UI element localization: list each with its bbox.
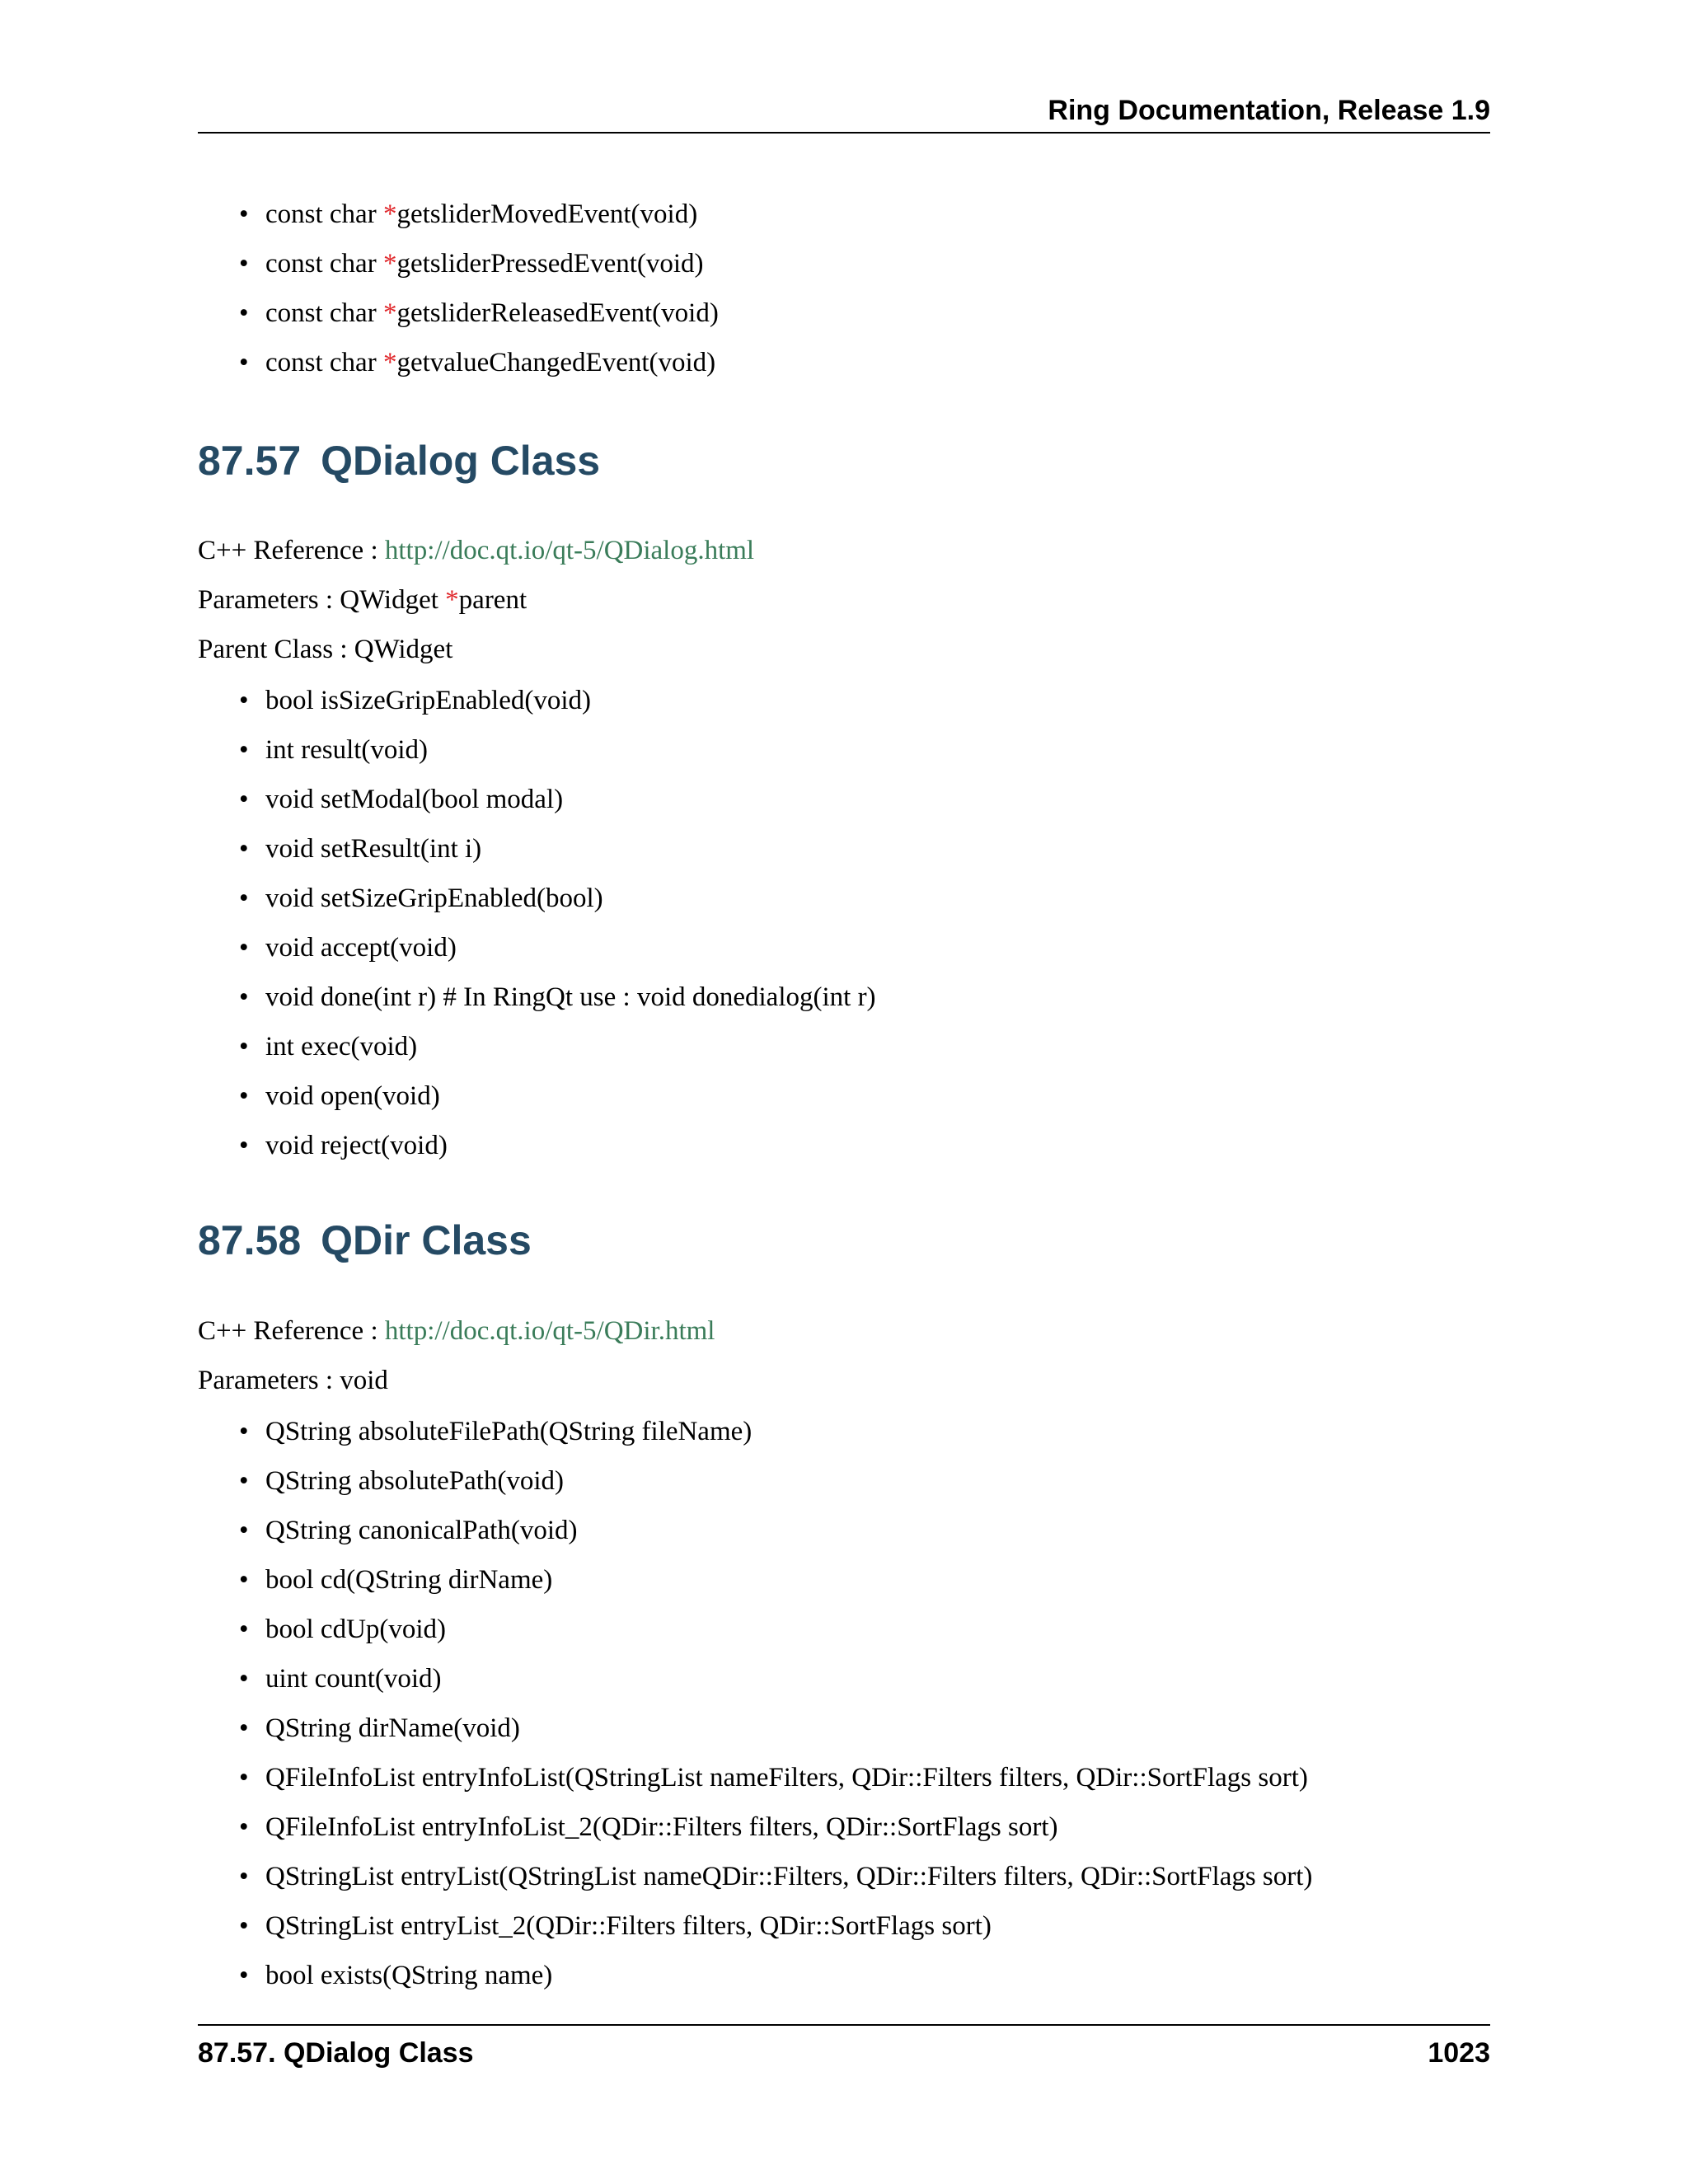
section-heading-qdialog: 87.57 QDialog Class <box>198 438 601 484</box>
list-item: • QFileInfoList entryInfoList_2(QDir::Filters filters, QDir::SortFlags sort) <box>239 1812 1058 1842</box>
list-item: • const char *getsliderPressedEvent(void) <box>239 249 704 279</box>
reference-link[interactable]: http://doc.qt.io/qt-5/QDialog.html <box>384 536 755 565</box>
cpp-reference-qdir: C++ Reference : http://doc.qt.io/qt-5/QDir.html <box>198 1316 715 1346</box>
list-item: • void setResult(int i) <box>239 834 482 864</box>
top-method-list <box>239 190 719 387</box>
list-item: • int result(void) <box>239 735 429 765</box>
list-item: • bool exists(QString name) <box>239 1961 553 1990</box>
cpp-reference-qdialog: C++ Reference : http://doc.qt.io/qt-5/QDialog.html <box>198 536 755 565</box>
parameters-qdir: Parameters : void <box>198 1366 388 1395</box>
list-item: • void reject(void) <box>239 1131 448 1160</box>
parameters-qdialog: Parameters : QWidget *parent <box>198 585 528 615</box>
list-item: • QString dirName(void) <box>239 1713 520 1743</box>
list-item: • bool cd(QString dirName) <box>239 1565 553 1595</box>
list-item: • const char *getsliderReleasedEvent(void) <box>239 298 719 328</box>
list-item: • uint count(void) <box>239 1664 442 1694</box>
section-heading-qdir: 87.58 QDir Class <box>198 1217 532 1263</box>
page-number: 1023 <box>1428 2037 1490 2069</box>
document-title: Ring Documentation, Release 1.9 <box>1048 95 1490 126</box>
reference-link[interactable]: http://doc.qt.io/qt-5/QDir.html <box>384 1316 715 1346</box>
list-item: • QStringList entryList(QStringList nameQDir::Filters, QDir::Filters filters, QDir::SortFlags sort) <box>239 1862 1313 1891</box>
list-item: • bool cdUp(void) <box>239 1615 447 1644</box>
list-item: • const char *getvalueChangedEvent(void) <box>239 348 716 377</box>
list-item: • void setModal(bool modal) <box>239 785 564 814</box>
list-item: • const char *getsliderMovedEvent(void) <box>239 199 698 229</box>
list-item: • QString absoluteFilePath(QString fileName) <box>239 1417 753 1446</box>
parent-class-qdialog: Parent Class : QWidget <box>198 635 453 664</box>
list-item: • QString canonicalPath(void) <box>239 1516 578 1545</box>
page-footer <box>198 2024 1490 2075</box>
list-item: • int exec(void) <box>239 1032 418 1062</box>
list-item: • void done(int r) # In RingQt use : void donedialog(int r) <box>239 982 876 1012</box>
list-item: • void accept(void) <box>239 933 457 963</box>
list-item: • QFileInfoList entryInfoList(QStringList nameFilters, QDir::Filters filters, QDir::SortFlags sort) <box>239 1763 1308 1793</box>
list-item: • QString absolutePath(void) <box>239 1466 565 1496</box>
list-item: • bool isSizeGripEnabled(void) <box>239 686 592 715</box>
list-item: • void setSizeGripEnabled(bool) <box>239 883 603 913</box>
page-header <box>198 92 1490 134</box>
qdir-method-list <box>239 1407 1312 2000</box>
list-item: • QStringList entryList_2(QDir::Filters filters, QDir::SortFlags sort) <box>239 1911 992 1941</box>
qdialog-method-list <box>239 676 876 1170</box>
footer-section: 87.57. QDialog Class <box>198 2037 474 2069</box>
list-item: • void open(void) <box>239 1081 440 1111</box>
